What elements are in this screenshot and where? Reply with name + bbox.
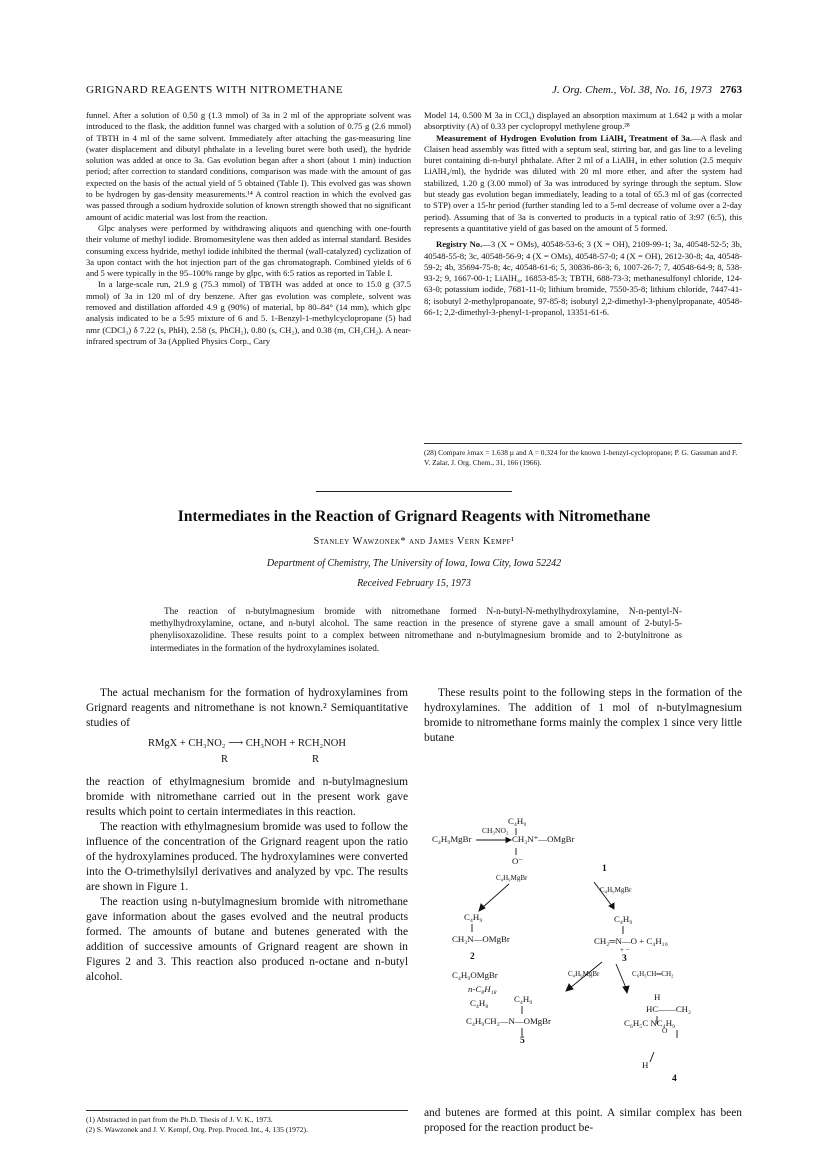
footnotes bbox=[86, 1110, 408, 1136]
received-date: Received February 15, 1973 bbox=[357, 578, 471, 589]
abstract: The reaction of n-butylmagnesium bromide with nitromethane formed N-n-butyl-N-methylhydroxylamine, N-n-pentyl-N-methylhydroxylamine, octane, and n-butyl alcohol. The same reaction in the presence of styrene gave a small amount of 2-butyl-5-phenylisoxazolidine. These results point to a complex between nitromethane and n-butylmagnesium bromide and to 2-butylnitrone as intermediates in the formation of the hydroxylamines isolated. bbox=[150, 606, 682, 653]
compound-number: 3 bbox=[622, 954, 627, 964]
scheme-text: C₄H₉OMgBr bbox=[452, 970, 498, 980]
reaction-arrow bbox=[482, 884, 509, 908]
scheme-text: C₄H₈ bbox=[470, 998, 489, 1008]
paragraph: Model 14, 0.500 M 3a in CCl₄) displayed an absorption maximum at 1.642 µ with a molar absorptivity (A) of 0.33 per cyclopropyl methylene group.²⁸ bbox=[424, 110, 742, 132]
compound-number: 2 bbox=[470, 952, 475, 962]
scheme-text: O⁻ bbox=[512, 856, 523, 866]
body-right-column bbox=[424, 686, 742, 746]
scheme-text: H bbox=[654, 992, 661, 1002]
scheme-text: n-C₈H₁₈ bbox=[468, 984, 497, 994]
scheme-text: HC——CH₂ bbox=[646, 1004, 692, 1014]
equation-substituent: R bbox=[221, 754, 229, 765]
paragraph: Glpc analyses were performed by withdrawing aliquots and quenching with one-fourth their volume of methyl iodide. Bromomesitylene was then added as internal standard. Besides consuming excess hydride, methyl iodide inhibited the thermal (wall-catalyzed) cyclization of 3a upon contact with the hot injection part of the gas chromatograph. Combined yields of 6 and 5 were typically in the 95–100% range by glpc, with 6:5 ratios as reported in Table I. bbox=[86, 222, 411, 279]
paragraph: The reaction using n-butylmagnesium bromide with nitromethane gave information about the gases evolved and the neutral products formed. The amounts of butane and butenes generated with the addition of successive amounts of Grignard reagent are shown in Figures 2 and 3. This reaction also produced n-octane and n-butyl alcohol. bbox=[86, 896, 408, 983]
journal-name: J. Org. Chem., Vol. 38, No. 16, 1973 bbox=[551, 84, 712, 96]
scheme-text: C₄H₉ bbox=[464, 912, 483, 922]
article-title: Intermediates in the Reaction of Grignard Reagents with Nitromethane bbox=[177, 508, 651, 525]
scheme-text: + − bbox=[620, 946, 630, 954]
registry-numbers: Registry No.—3 (X = OMs), 40548-53-6; 3 (X = OH), 2109-99-1; 3a, 40548-52-5; 3b, 40548-55-8; 3c, 40548-56-9; 4 (X = OMs), 40548-57-0; 4 (X = OH), 2612-30-8; 4a, 40548-59-2; 4b, 35694-75-8; 4c, 40548-61-6; 5, 30836-86-3; 6, 1007-26-7; 7, 40548-64-9; 8, 538-93-2; 9, 1667-00-1; LiAlH₄, 16853-85-3; TBTH, 688-73-3; methanesulfonyl chloride, 124-63-0; potassium iodide, 7681-11-0; lithium bromide, 7550-35-8; lithium chloride, 7447-41-8; isobutyl 2-methylpropanoate, 97-85-8; isobutyl 2,2-dimethyl-3-phenylpropanate, 40548-66-1; 2,2-dimethyl-3-phenyl-1-propanol, 13351-61-6. bbox=[424, 239, 743, 318]
scheme-text: H bbox=[642, 1060, 649, 1070]
paragraph: and butenes are formed at this point. A similar complex has been proposed for the reaction product be- bbox=[424, 1107, 742, 1134]
arrow-head bbox=[566, 984, 573, 991]
scheme-text: C₄H₉ bbox=[508, 816, 527, 826]
footnote-2: (2) S. Wawzonek and J. V. Kempf, Org. Prep. Proced. Int., 4, 135 (1972). bbox=[86, 1125, 308, 1135]
journal-citation bbox=[492, 84, 742, 96]
paragraph: These results point to the following steps in the formation of the hydroxylamines. The addition of 1 mol of n-butylmagnesium bromide to nitromethane forms mainly the complex 1 since very little butane bbox=[424, 687, 742, 744]
previous-article-left-column bbox=[86, 110, 411, 347]
arrow-head bbox=[479, 904, 485, 911]
reaction-equation: RMgX + CH₃NO₂ ⟶ CH₃NOH + RCH₂NOH bbox=[148, 738, 346, 749]
footnote-28: (28) Compare λmax = 1.638 µ and A = 0.324 for the known 1-benzyl-cyclopropane; P. G. Gassman and F. V. Zalar, J. Org. Chem., 31, 166 (1966). bbox=[424, 443, 742, 467]
scheme-text: C₄H₉MgBr bbox=[600, 886, 632, 894]
scheme-text: CH₃N—OMgBr bbox=[452, 934, 510, 944]
arrow-head bbox=[609, 903, 614, 909]
paragraph: In a large-scale run, 21.9 g (75.3 mmol) of TBTH was added at once to 15.0 g (37.5 mmol) of 3a in 120 ml of dry benzene. After gas evolution was complete, solvent was removed and distillation afforded 4.9 g (90%) of material, bp 80–84° (14 mm), which glpc analysis indicated to be a 5:95 mixture of 6 and 5. 1-Benzyl-1-methylcyclopropane (5) had nmr (CDCl₃) δ 7.22 (s, PhH), 2.58 (s, PhCH₂), 0.80 (s, CH₂), and 0.38 (m, CH₂CH₂). A near-infrared spectrum of 3a (Applied Physics Corp., Cary bbox=[86, 279, 411, 346]
paragraph: funnel. After a solution of 0.50 g (1.3 mmol) of 3a in 2 ml of the appropriate solvent was introduced to the flask, the addition funnel was charged with a solution of 0.75 g (2.6 mmol) of TBTH in 4 ml of the same solvent. Immediately after attaching the gas-measuring line (water displacement and dibutyl phthalate in a leveling buret were both used), the hydride solution was added at once to 3a. Gas evolution began after a short (about 1 min) induction period; after correction to standard conditions, comparison was made with the amount of gas expected on the basis of the actual yield of 5 obtained (Table I). This evolved gas was shown to be hydrogen by gas-density measurements.¹⁴ A control reaction in which the evolved gas was passed through a sodium hydroxide solution of known strength showed that no significant amount of acidic material was lost from the reaction. bbox=[86, 110, 411, 222]
body-left-column bbox=[86, 686, 408, 985]
equation-substituent: R bbox=[312, 754, 320, 765]
paragraph: The actual mechanism for the formation of hydroxylamines from Grignard reagents and nitromethane is not known.² Semiquantitative studies of bbox=[86, 687, 408, 729]
page-number: 2763 bbox=[720, 84, 742, 96]
registry-heading: Registry No. bbox=[436, 239, 483, 250]
article-separator bbox=[316, 491, 512, 492]
scheme-text: C₄H₉CH₂—N—OMgBr bbox=[466, 1016, 551, 1026]
scheme-text: C₄H₉ bbox=[614, 914, 633, 924]
reaction-scheme bbox=[424, 812, 742, 1102]
scheme-text: C₄H₉ bbox=[514, 994, 533, 1004]
section-heading: Measurement of Hydrogen Evolution from LiAlH₄ Treatment of 3a. bbox=[436, 132, 693, 143]
scheme-text: CH₃NO₂ bbox=[482, 826, 509, 835]
paragraph: Measurement of Hydrogen Evolution from LiAlH₄ Treatment of 3a.—A flask and Claisen head assembly was fitted with a septum seal, stirring bar, and gas line to a leveling buret containing di-n-butyl phthalate. After 2 ml of a LiAlH₄ in ether solution (2.5 mequiv LiAlH₄/ml), the hydride was diluted with 20 ml more ether, and after the system had stabilized, 1.20 g (3.00 mmol) of 3a was introduced by syringe through the septum. Slow but steady gas evolution began immediately, leading to a total of 65.3 ml of gas (corrected to STP) over a 15-hr period (further standing led to a 5-ml decrease of volume over a 2-day period). Assuming that of 3a is converted to products in a typical ratio of 3:97 (6:5), this represents a quantitative yield of gas based on the amount of 5 formed. bbox=[424, 132, 742, 233]
previous-article-right-column bbox=[424, 110, 742, 318]
footnote-1: (1) Abstracted in part from the Ph.D. Thesis of J. V. K., 1973. bbox=[86, 1115, 273, 1124]
scheme-text: C₄H₉MgBr bbox=[568, 970, 600, 978]
affiliation: Department of Chemistry, The University of Iowa, Iowa City, Iowa 52242 bbox=[266, 558, 562, 569]
scheme-text: CH₂═N—O + C₄H₁₀ bbox=[594, 936, 668, 946]
scheme-text: C₆H₅C NC₄H₉ bbox=[624, 1018, 676, 1028]
running-title: GRIGNARD REAGENTS WITH NITROMETHANE bbox=[86, 84, 344, 96]
arrow-head bbox=[623, 986, 629, 993]
bond-line bbox=[650, 1052, 654, 1062]
scheme-text: C₄H₉MgBr bbox=[496, 874, 528, 882]
paragraph: The reaction with ethylmagnesium bromide was used to follow the influence of the concentration of the Grignard reagent upon the ratio of the hydroxylamines produced. The hydroxylamines were converted into the O-trimethylsilyl derivatives and analyzed by vpc. The results are shown in Figure 1. bbox=[86, 821, 408, 893]
paragraph: the reaction of ethylmagnesium bromide and n-butylmagnesium bromide with nitromethane carried out in the present work gave results which point to certain intermediates in this reaction. bbox=[86, 776, 408, 818]
reaction-arrow bbox=[616, 964, 626, 988]
scheme-text: O bbox=[662, 1026, 668, 1035]
arrow-head bbox=[506, 838, 511, 843]
scheme-text: C₆H₅CH═CH₂ bbox=[632, 970, 674, 978]
compound-number: 4 bbox=[672, 1074, 677, 1084]
compound-number: 1 bbox=[602, 864, 607, 874]
authors: Stanley Wawzonek* and James Vern Kempf¹ bbox=[313, 536, 515, 547]
scheme-text: CH₃N⁺—OMgBr bbox=[512, 834, 575, 844]
compound-number: 5 bbox=[520, 1036, 525, 1046]
scheme-text: C₄H₉MgBr bbox=[432, 834, 472, 844]
